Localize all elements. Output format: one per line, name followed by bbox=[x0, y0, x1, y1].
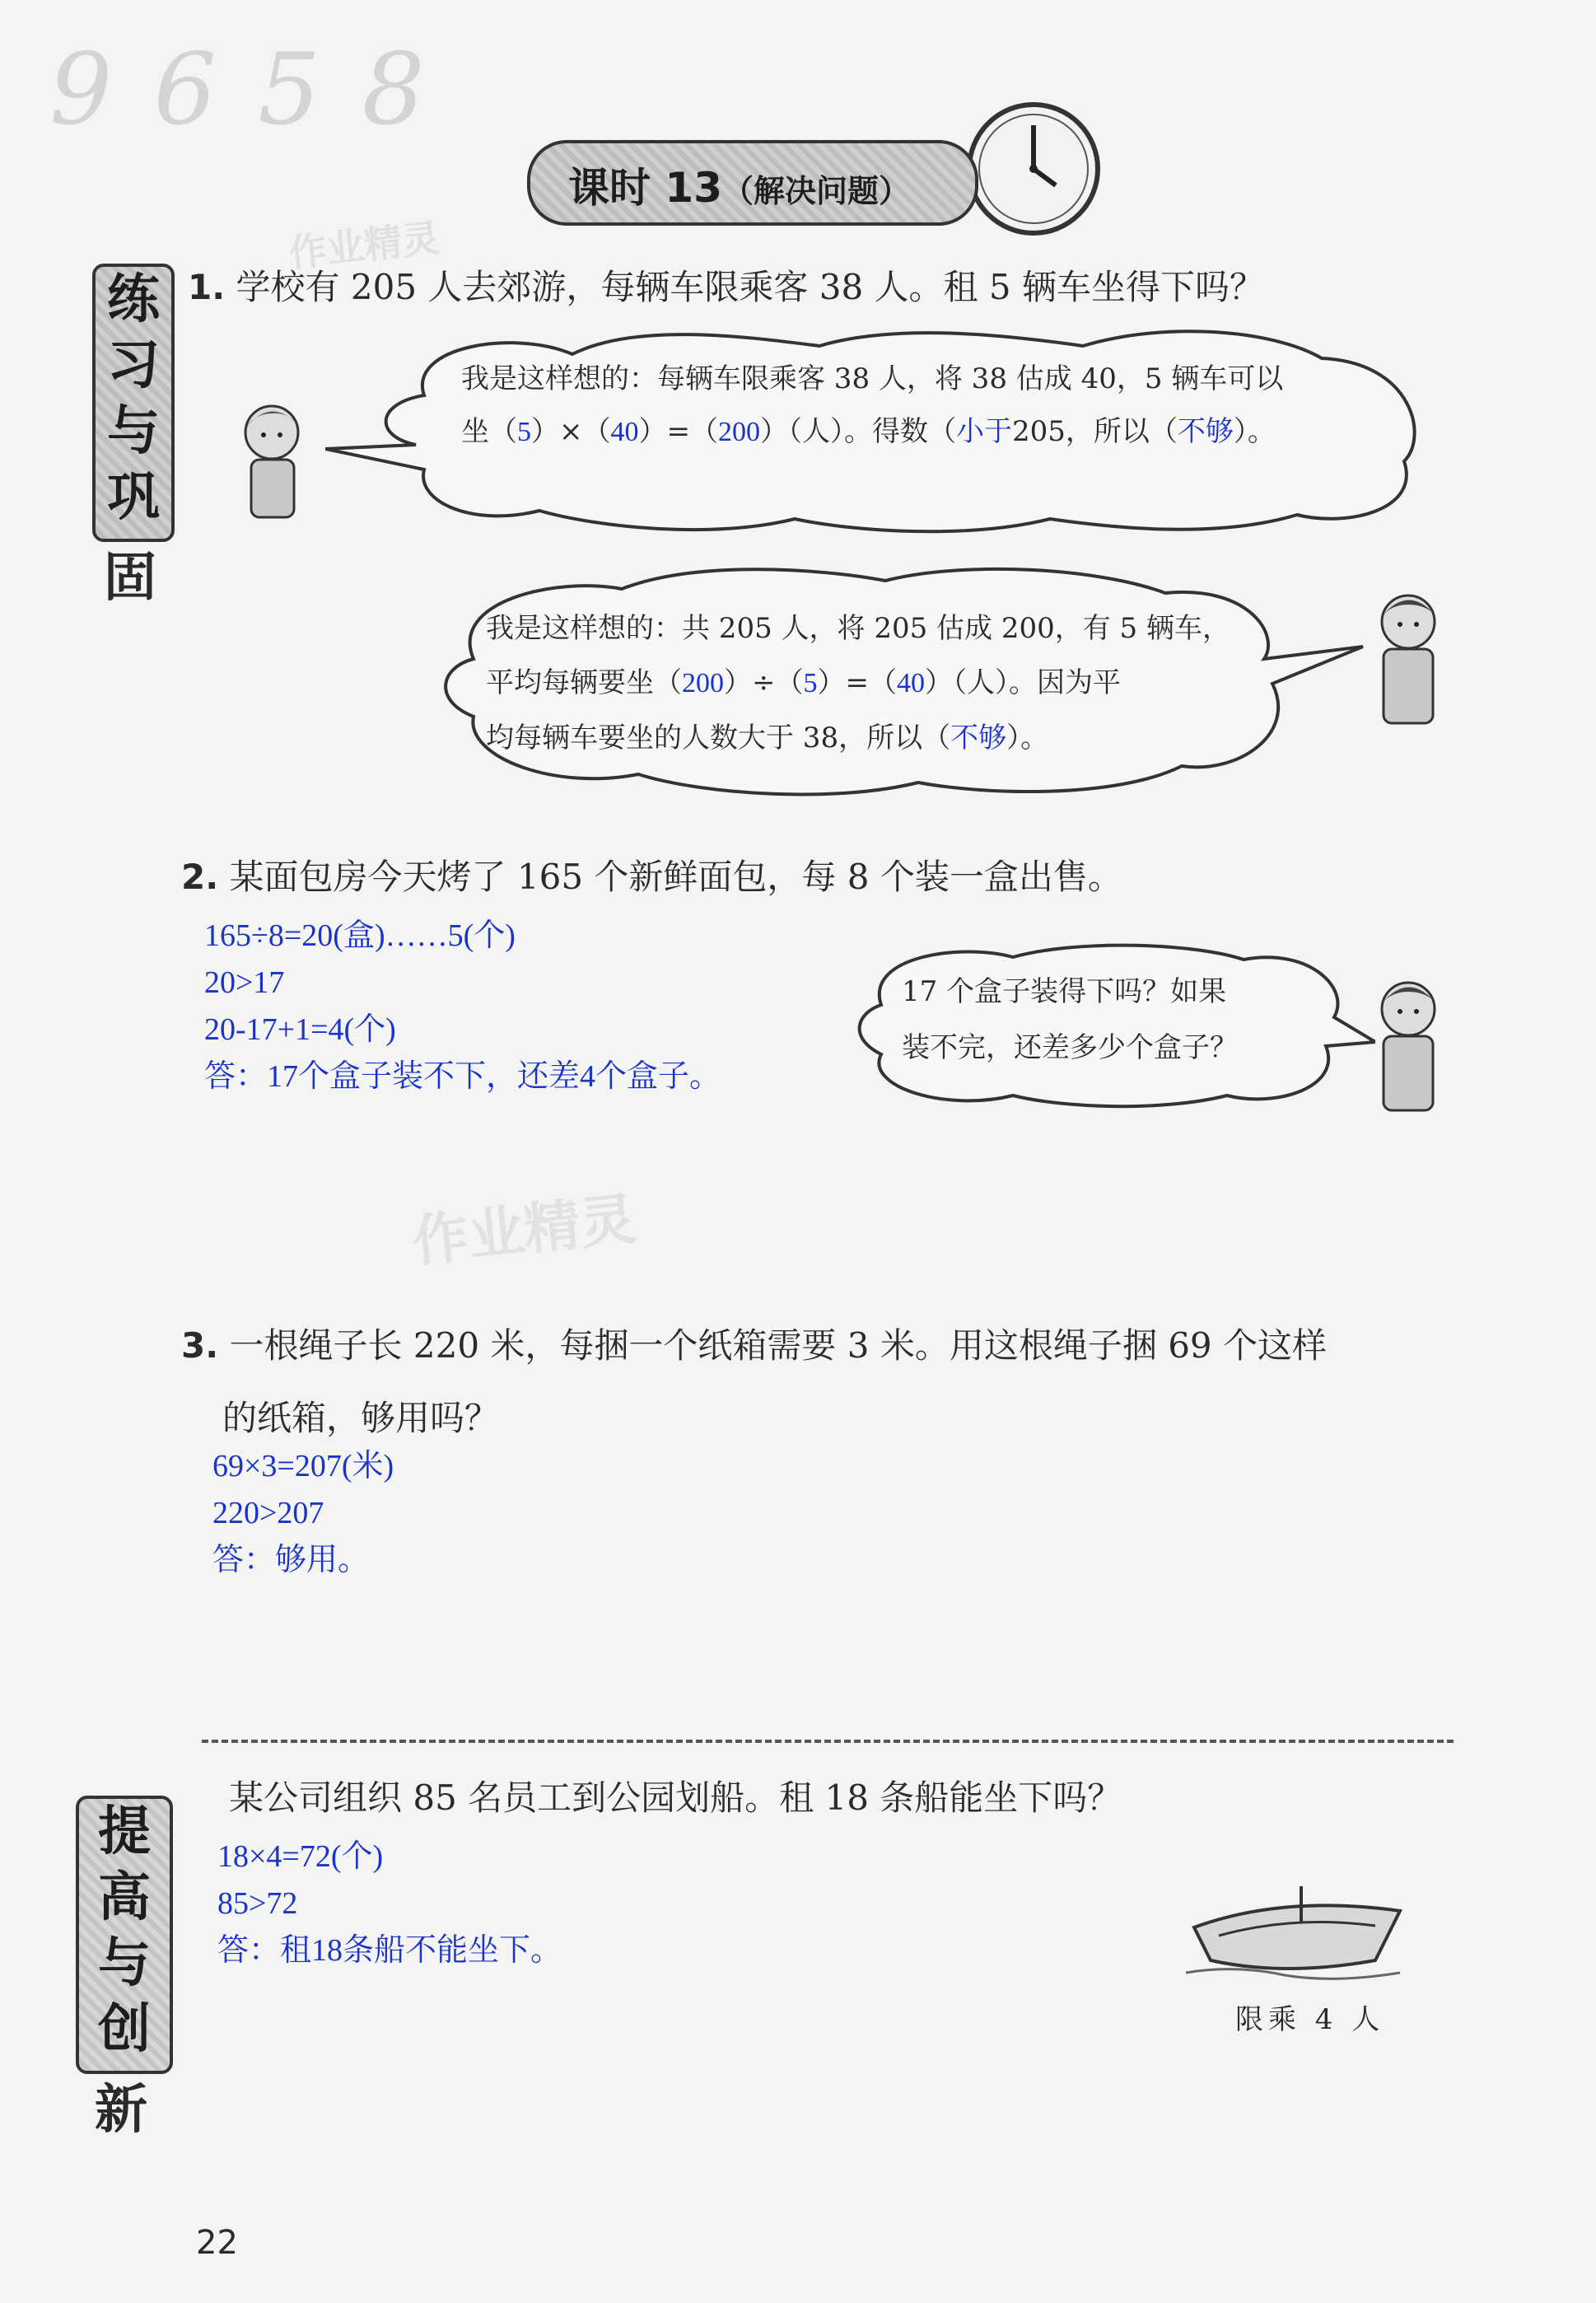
answer-line: 20>17 bbox=[204, 965, 285, 1000]
answer-fill: 小于 bbox=[956, 417, 1012, 447]
text: ）=（ bbox=[638, 415, 718, 448]
page-number: 22 bbox=[196, 2224, 238, 2262]
bubble-2-text bbox=[486, 601, 1309, 766]
boat-icon bbox=[1186, 1878, 1408, 1985]
side-label-char: 新 bbox=[95, 2080, 147, 2141]
answer-fill: 200 bbox=[682, 668, 724, 698]
side-label-char: 高 bbox=[98, 1867, 151, 1928]
question-line bbox=[181, 1310, 1466, 1382]
answer-fill: 40 bbox=[897, 668, 925, 698]
watermark: 作业精灵 bbox=[409, 1186, 640, 1275]
bubble-line: 17 个盒子装得下吗？如果 bbox=[902, 975, 1227, 1008]
question-4: 某公司组织 85 名员工到公园划船。租 18 条船能坐下吗？ bbox=[229, 1777, 1122, 1818]
side-label-char: 巩 bbox=[107, 467, 160, 528]
question-3 bbox=[181, 1310, 1466, 1455]
side-label-char: 创 bbox=[98, 1999, 151, 2060]
q4-answers bbox=[217, 1834, 562, 1974]
bubble-2-line-3 bbox=[486, 711, 1309, 766]
text: ）（人）。因为平 bbox=[925, 666, 1121, 699]
answer-fill: 不够 bbox=[950, 723, 1007, 754]
text: ）。 bbox=[1233, 415, 1276, 448]
bubble-2-line-2 bbox=[486, 656, 1309, 711]
question-2 bbox=[181, 850, 1122, 899]
text: 坐（ bbox=[461, 415, 517, 448]
text: ）。 bbox=[1006, 722, 1049, 754]
text: ）=（ bbox=[817, 666, 897, 699]
question-number: 1. bbox=[188, 267, 226, 307]
side-label-char: 习 bbox=[107, 335, 160, 396]
question-1 bbox=[188, 260, 1264, 310]
decorative-numbers: 9 6 5 8 bbox=[49, 33, 430, 147]
side-label-char: 练 bbox=[107, 269, 160, 330]
question-line: 的纸箱，够用吗？ bbox=[222, 1398, 500, 1438]
question-text: 一根绳子长 220 米，每捆一个纸箱需要 3 米。用这根绳子捆 69 个这样 bbox=[229, 1325, 1327, 1366]
bubble-2-line-1: 我是这样想的：共 205 人，将 205 估成 200，有 5 辆车， bbox=[486, 612, 1230, 645]
side-label-char: 与 bbox=[107, 401, 160, 462]
bubble-line: 装不完，还差多少个盒子？ bbox=[902, 1031, 1238, 1064]
text: 平均每辆要坐（ bbox=[486, 666, 682, 699]
side-label-char: 固 bbox=[104, 548, 156, 609]
practice-side-label bbox=[92, 264, 175, 542]
side-label-char: 与 bbox=[98, 1933, 151, 1994]
text: ）÷（ bbox=[724, 666, 804, 699]
answer-fill: 5 bbox=[517, 417, 531, 447]
bubble-1-line-2 bbox=[461, 405, 1449, 459]
text: 均每辆车要坐的人数大于 38，所以（ bbox=[486, 722, 951, 754]
lesson-subtitle: （解决问题） bbox=[722, 173, 911, 209]
question-number: 3. bbox=[181, 1325, 219, 1366]
question-number: 2. bbox=[181, 857, 219, 897]
answer-line: 答：够用。 bbox=[212, 1543, 370, 1577]
answer-line: 18×4=72(个) bbox=[217, 1839, 384, 1874]
answer-line: 69×3=207(米) bbox=[212, 1449, 394, 1483]
lesson-title bbox=[568, 155, 910, 214]
q2-bubble-text bbox=[902, 964, 1330, 1076]
answer-fill: 40 bbox=[610, 417, 639, 447]
section-divider bbox=[202, 1740, 1454, 1743]
lesson-number: 课时 13 bbox=[568, 164, 722, 212]
answer-line: 220>207 bbox=[212, 1496, 324, 1530]
question-text: 学校有 205 人去郊游，每辆车限乘客 38 人。租 5 辆车坐得下吗？ bbox=[236, 267, 1264, 307]
bubble-1-line-1: 我是这样想的：每辆车限乘客 38 人，将 38 估成 40，5 辆车可以 bbox=[461, 362, 1284, 395]
text: 205，所以（ bbox=[1012, 415, 1178, 448]
clock-icon bbox=[964, 99, 1104, 239]
q2-answers bbox=[204, 913, 721, 1100]
question-text: 某面包房今天烤了 165 个新鲜面包，每 8 个装一盒出售。 bbox=[229, 857, 1122, 897]
boat-caption: 限乘 4 人 bbox=[1235, 2003, 1385, 2036]
watermark: 作业精灵 bbox=[286, 215, 442, 276]
bubble-1-text bbox=[461, 353, 1449, 459]
side-label-char: 提 bbox=[98, 1801, 151, 1862]
text: ）×（ bbox=[531, 415, 611, 448]
text: ）（人）。得数（ bbox=[760, 415, 956, 448]
answer-line: 20-17+1=4(个) bbox=[204, 1012, 396, 1047]
answer-line: 答：租18条船不能坐下。 bbox=[217, 1933, 562, 1968]
answer-line: 165÷8=20(盒)……5(个) bbox=[204, 918, 516, 953]
boy-illustration bbox=[1359, 585, 1458, 733]
answer-fill: 不够 bbox=[1177, 417, 1234, 447]
answer-fill: 200 bbox=[718, 417, 760, 447]
boy-illustration bbox=[1359, 972, 1458, 1120]
answer-fill: 5 bbox=[803, 668, 818, 698]
answer-line: 85>72 bbox=[217, 1886, 298, 1921]
extension-side-label bbox=[76, 1796, 173, 2074]
q3-answers bbox=[212, 1443, 394, 1584]
girl-illustration bbox=[231, 395, 321, 527]
answer-line: 答：17个盒子装不下，还差4个盒子。 bbox=[204, 1059, 721, 1094]
